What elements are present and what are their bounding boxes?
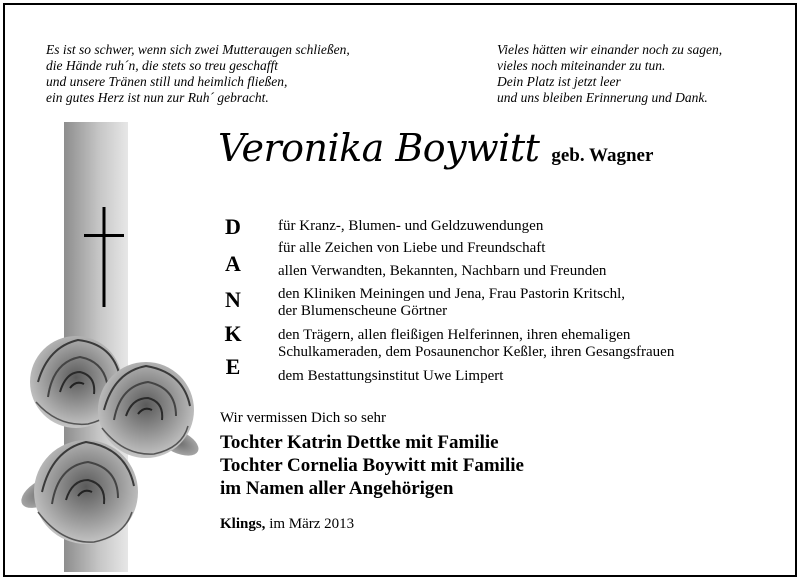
thanks-line: den Kliniken Meiningen und Jena, Frau Pastorin Kritschl, <box>278 286 626 302</box>
danke-letter: N <box>225 287 241 312</box>
thanks-line: der Blumenscheune Görtner <box>278 303 448 319</box>
poem-right-line: Vieles hätten wir einander noch zu sagen, <box>497 42 723 57</box>
miss-line: Wir vermissen Dich so sehr <box>220 410 387 426</box>
poem-right-line: Dein Platz ist jetzt leer <box>497 74 621 89</box>
signature-line: Tochter Cornelia Boywitt mit Familie <box>220 455 524 476</box>
danke-letter: A <box>225 251 241 276</box>
cross-icon <box>84 207 124 307</box>
poem-right <box>497 42 722 106</box>
place-date-line <box>220 516 354 533</box>
roses-icon <box>18 322 200 568</box>
poem-right-line: und uns bleiben Erinnerung und Dank. <box>497 90 708 105</box>
signature-line: im Namen aller Angehörigen <box>220 478 454 499</box>
thanks-line: für Kranz-, Blumen- und Geldzuwendungen <box>278 218 544 234</box>
date: im März 2013 <box>269 516 355 532</box>
danke-letter: E <box>225 354 241 379</box>
poem-left-line: ein gutes Herz ist nun zur Ruh´ gebracht. <box>46 90 269 105</box>
maiden-name: geb. Wagner <box>551 145 654 166</box>
poem-left-line: Es ist so schwer, wenn sich zwei Mutteraugen schließen, <box>46 42 350 57</box>
deceased-name-line <box>218 126 653 170</box>
danke-letter: K <box>224 321 242 346</box>
thanks-line: allen Verwandten, Bekannten, Nachbarn und Freunden <box>278 263 607 279</box>
thanks-line: Schulkameraden, dem Posaunenchor Keßler, ihren Gesangsfrauen <box>278 344 675 360</box>
poem-right-line: vieles noch miteinander zu tun. <box>497 58 666 73</box>
thanks-line: den Trägern, allen fleißigen Helferinnen, ihren ehemaligen <box>278 327 631 343</box>
deceased-name: Veronika Boywitt <box>218 126 540 170</box>
danke-letter: D <box>225 214 241 239</box>
thanks-line: dem Bestattungsinstitut Uwe Limpert <box>278 368 504 384</box>
poem-left-line: und unsere Tränen still und heimlich fließen, <box>46 74 288 89</box>
signature-line: Tochter Katrin Dettke mit Familie <box>220 432 499 453</box>
thanks-line: für alle Zeichen von Liebe und Freundschaft <box>278 240 546 256</box>
poem-left-line: die Hände ruh´n, die stets so treu geschafft <box>46 58 278 73</box>
poem-left <box>46 42 350 106</box>
place: Klings, <box>220 516 266 532</box>
